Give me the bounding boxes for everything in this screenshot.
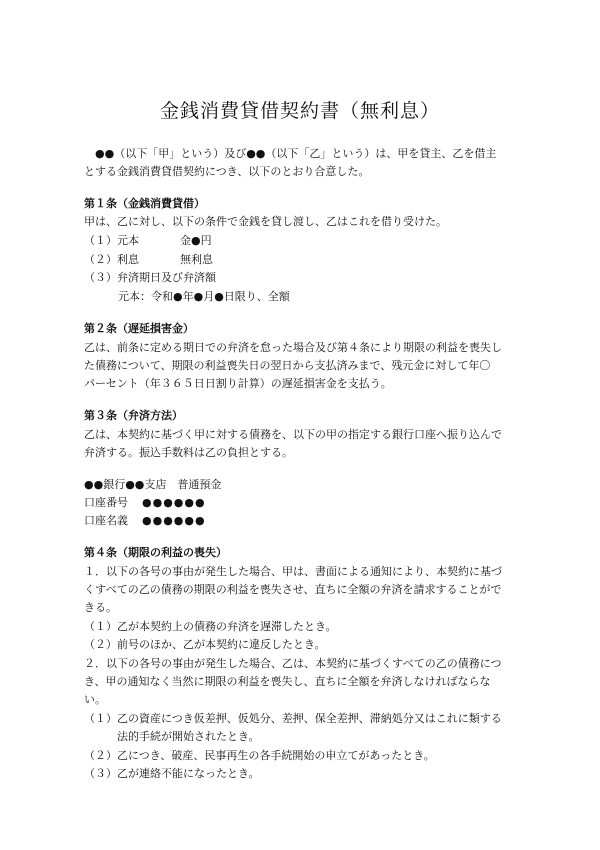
article-2-heading: 第２条（遅延損害金） <box>84 322 194 335</box>
article-4-p2-line-3: い。 <box>84 693 106 706</box>
article-1-item-2-label: （２）利息 <box>84 253 139 266</box>
article-4-p1-line-2: くすべての乙の債務の期限の利益を喪失させ、直ちに全額の弁済を請求することがで <box>84 583 502 596</box>
article-3-heading: 第３条（弁済方法） <box>84 409 183 422</box>
intro-line-1: ●●（以下「甲」という）及び●●（以下「乙」という）は、甲を貸主、乙を借主 <box>84 147 497 160</box>
article-1-heading: 第１条（金銭消費貸借） <box>84 197 205 210</box>
article-4-p2-item-2: （２）乙につき、破産、民事再生の各手続開始の申立てがあったとき。 <box>84 749 435 762</box>
article-1-item-1-label: （１）元本 <box>84 234 139 247</box>
article-4-p1-item-1: （１）乙が本契約上の債務の弁済を遅滞したとき。 <box>84 620 337 633</box>
article-3-line-1: 乙は、本契約に基づく甲に対する債務を、以下の甲の指定する銀行口座へ振り込んで <box>84 428 502 441</box>
article-2-line-1: 乙は、前条に定める期日での弁済を怠った場合及び第４条により期限の利益を喪失し <box>84 341 502 354</box>
document-title: 金銭消費貸借契約書（無利息） <box>159 100 440 122</box>
article-4-p2-item-1-line-1: （１）乙の資産につき仮差押、仮処分、差押、保全差押、滞納処分又はこれに類する <box>84 712 502 725</box>
bank-name: ●●銀行●●支店 普通預金 <box>84 478 222 491</box>
article-1-item-3-label: （３）弁済期日及び弁済額 <box>84 271 216 284</box>
article-4-p1-line-1: １．以下の各号の事由が発生した場合、甲は、書面による通知により、本契約に基づ <box>84 565 502 578</box>
intro-line-2: とする金銭消費貸借契約につき、以下のとおり合意した。 <box>84 165 370 178</box>
article-4-p1-item-2: （２）前号のほか、乙が本契約に違反したとき。 <box>84 638 326 651</box>
article-1-item-2-value: 無利息 <box>180 253 213 266</box>
article-4-p1-line-3: きる。 <box>84 601 117 614</box>
article-4-p2-line-2: き、甲の通知なく当然に期限の利益を喪失し、直ちに全額を弁済しなければならな <box>84 675 491 688</box>
article-1-item-3-detail: 元本：令和●年●月●日限り、全額 <box>118 290 290 303</box>
account-name-value: ●●●●●● <box>142 514 206 527</box>
account-name-label: 口座名義 <box>84 514 128 527</box>
article-1-text: 甲は、乙に対し、以下の条件で金銭を貸し渡し、乙はこれを借り受けた。 <box>84 215 447 228</box>
article-2-line-3: パーセント（年３６５日日割り計算）の遅延損害金を支払う。 <box>84 377 392 390</box>
article-3-line-2: 弁済する。振込手数料は乙の負担とする。 <box>84 446 293 459</box>
account-number-value: ●●●●●● <box>142 496 206 509</box>
article-4-heading: 第４条（期限の利益の喪失） <box>84 546 227 559</box>
article-4-p2-item-1-line-2: 法的手続が開始されたとき。 <box>117 730 260 743</box>
article-4-p2-line-1: ２．以下の各号の事由が発生した場合、乙は、本契約に基づくすべての乙の債務につ <box>84 657 502 670</box>
article-4-p2-item-3: （３）乙が連絡不能になったとき。 <box>84 767 260 780</box>
article-1-item-1-value: 金●円 <box>180 234 212 247</box>
account-number-label: 口座番号 <box>84 496 128 509</box>
article-2-line-2: た債務について、期限の利益喪失日の翌日から支払済みまで、残元金に対して年〇 <box>84 359 491 372</box>
